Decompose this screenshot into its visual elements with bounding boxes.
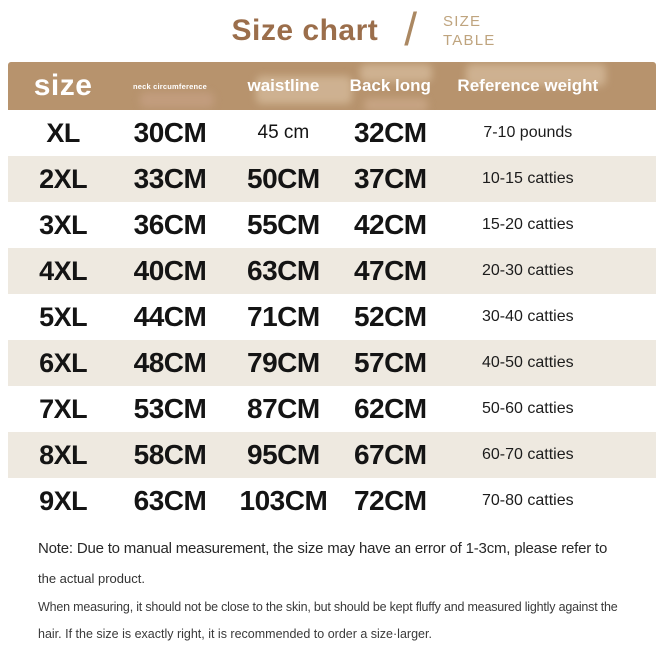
cell-weight: 40-50 catties (482, 354, 574, 371)
cell-neck: 58CM (133, 439, 207, 470)
table-row-xl (8, 110, 656, 156)
cell-neck: 33CM (133, 163, 207, 194)
cell-waist: 95CM (247, 439, 320, 470)
cell-waist: 103CM (239, 485, 328, 516)
cell-weight: 7-10 pounds (483, 124, 573, 141)
cell-back: 67CM (353, 439, 427, 470)
cell-back: 72CM (353, 485, 427, 516)
cell-waist: 45 cm (257, 122, 310, 143)
cell-neck: 40CM (133, 255, 207, 286)
header-waistline: waistline (247, 76, 320, 95)
header-size: size (33, 69, 93, 102)
erased-text-artifact (140, 92, 214, 108)
cell-weight: 70-80 catties (482, 492, 574, 509)
cell-size: 5XL (39, 301, 88, 332)
table-row-8xl (8, 432, 656, 478)
cell-back: 57CM (353, 347, 427, 378)
cell-size: 2XL (39, 163, 88, 194)
header-reference-weight: Reference weight (457, 76, 599, 95)
table-row-7xl (8, 386, 656, 432)
cell-back: 32CM (353, 117, 427, 148)
cell-waist: 87CM (247, 393, 320, 424)
cell-size: 4XL (39, 255, 88, 286)
cell-weight: 50-60 catties (482, 400, 574, 417)
cell-weight: 30-40 catties (482, 308, 574, 325)
cell-size: XL (46, 117, 80, 148)
cell-weight: 15-20 catties (482, 216, 574, 233)
cell-waist: 50CM (247, 163, 320, 194)
cell-waist: 79CM (247, 347, 320, 378)
cell-size: 7XL (39, 393, 88, 424)
cell-neck: 30CM (133, 117, 207, 148)
cell-neck: 48CM (133, 347, 207, 378)
cell-back: 37CM (353, 163, 427, 194)
subtitle-line-size: SIZE (443, 13, 482, 30)
cell-neck: 44CM (133, 301, 207, 332)
subtitle-line-table: TABLE (443, 32, 496, 49)
page-subtitle (443, 12, 495, 50)
table-row-2xl (8, 156, 656, 202)
size-table (8, 62, 656, 524)
cell-neck: 36CM (133, 209, 207, 240)
table-row-6xl (8, 340, 656, 386)
cell-size: 8XL (39, 439, 88, 470)
header-neck-circumference: neck circumference (132, 81, 208, 91)
header-back-long: Back long (349, 76, 431, 95)
size-table-header (8, 62, 656, 110)
cell-neck: 63CM (133, 485, 207, 516)
cell-weight: 60-70 catties (482, 446, 574, 463)
table-row-5xl (8, 294, 656, 340)
cell-size: 6XL (39, 347, 88, 378)
cell-size: 3XL (39, 209, 88, 240)
page-title: Size chart (231, 14, 379, 47)
note-line: When measuring, it should not be close to the skin, but should be kept fluffy and measured lightly against the (38, 600, 618, 614)
table-row-9xl (8, 478, 656, 524)
table-row-4xl (8, 248, 656, 294)
title-block (0, 0, 667, 62)
slash-divider-icon: / (404, 3, 418, 55)
cell-weight: 20-30 catties (482, 262, 574, 279)
note-line: Note: Due to manual measurement, the size may have an error of 1-3cm, please refer to (38, 540, 608, 557)
erased-text-artifact (364, 98, 428, 110)
note-line: hair. If the size is exactly right, it is recommended to order a size·larger. (38, 627, 432, 641)
measurement-notes (38, 540, 638, 641)
cell-neck: 53CM (133, 393, 207, 424)
note-line: the actual product. (38, 571, 145, 586)
cell-back: 47CM (353, 255, 427, 286)
cell-size: 9XL (39, 485, 88, 516)
cell-back: 42CM (353, 209, 427, 240)
cell-back: 52CM (353, 301, 427, 332)
cell-weight: 10-15 catties (482, 170, 574, 187)
cell-waist: 71CM (247, 301, 320, 332)
table-row-3xl (8, 202, 656, 248)
cell-waist: 63CM (247, 255, 320, 286)
cell-waist: 55CM (247, 209, 320, 240)
cell-back: 62CM (353, 393, 427, 424)
